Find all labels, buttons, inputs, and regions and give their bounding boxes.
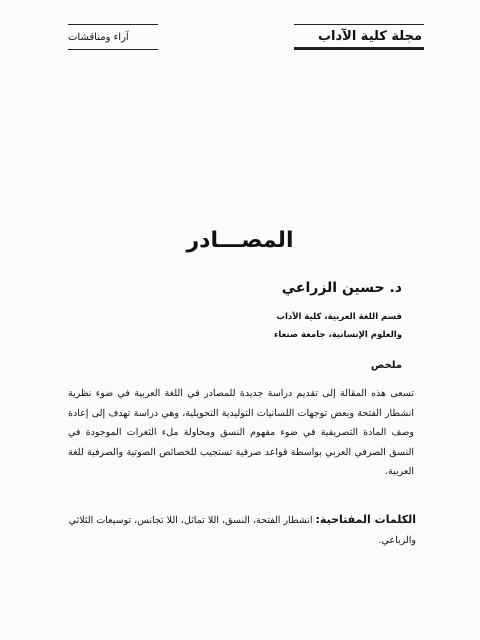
author-name: د. حسين الزراعي <box>281 280 402 296</box>
keywords-label: الكلمات المفتاحية: <box>315 513 416 526</box>
abstract-text: تسعى هذه المقالة إلى تقديم دراسة جديدة للمصادر في اللغة العربية في ضوء نظرية انشطار الفتحة وبعض توجهات اللسانيات التوليدية التحويلية، وهي دراسة تهدف إلى إعادة وصف المادة التصريفية في ضوء مفهوم النسق ومحاولة ملء الثغرات الموجودة في النسق الصرفي العربي بواسطة قواعد صرفية تستجيب للخصائص الصوتية والصرفية للغة العربية. <box>68 388 414 477</box>
keywords-paragraph <box>64 510 416 551</box>
section-label: آراء ومناقشات <box>68 31 129 43</box>
section-label-box <box>68 24 158 50</box>
journal-title: مجلة كلية الآداب <box>317 28 422 44</box>
article-title: المصـــادر <box>186 228 294 253</box>
keywords-text: انشطار الفتحة، النسق، اللا تماثل، اللا تجانس، توسيعات الثلاثي والرباعي. <box>68 515 416 546</box>
affiliation-line-1: قسم اللغة العربية، كلية الآداب <box>276 312 402 322</box>
affiliation-line-2: والعلوم الإنسانية، جامعة صنعاء <box>274 330 402 340</box>
page-header <box>68 24 424 50</box>
author-block <box>182 280 402 344</box>
abstract-heading: ملخص <box>370 360 402 371</box>
journal-title-box <box>294 24 424 50</box>
